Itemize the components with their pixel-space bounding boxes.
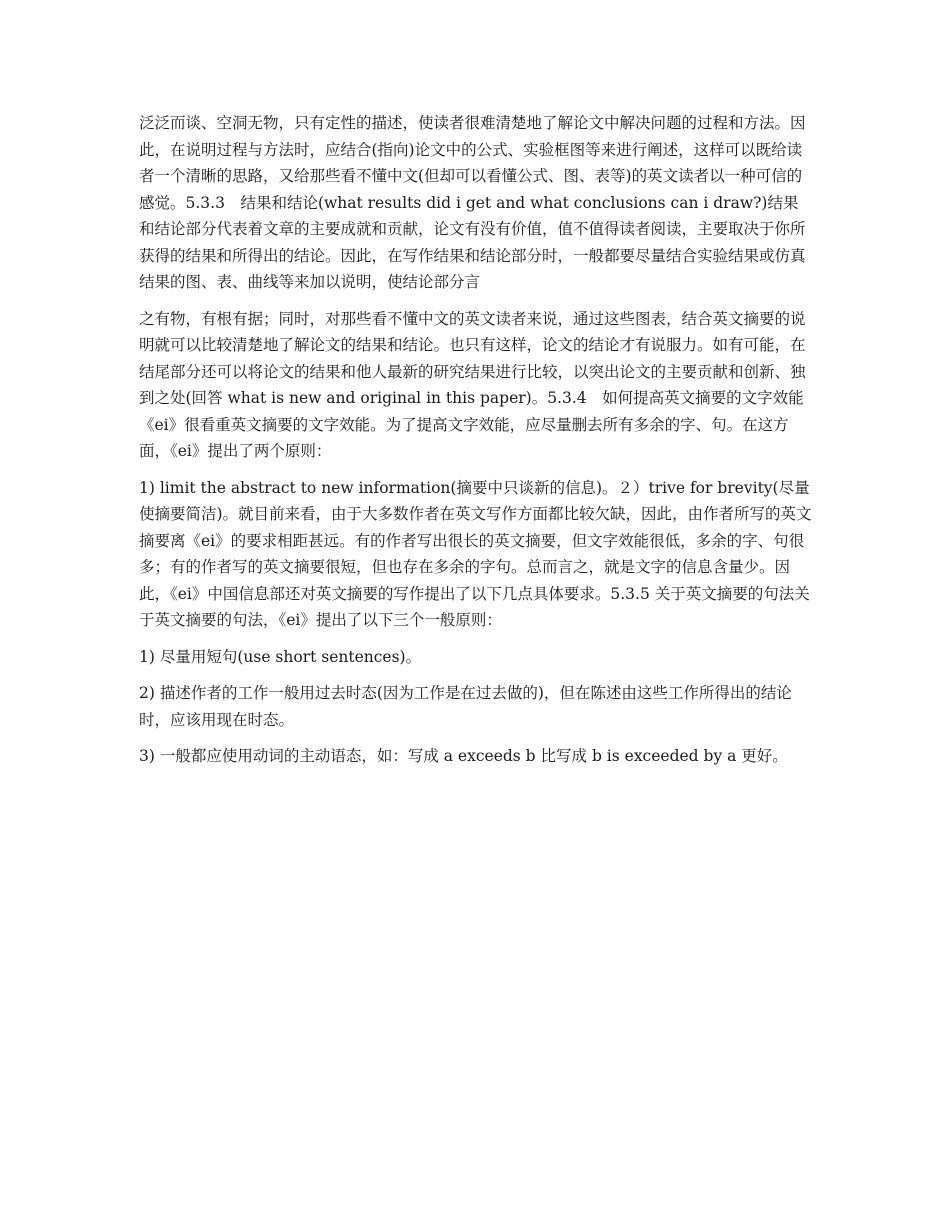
paragraph-methods-results: 泛泛而谈、空洞无物，只有定性的描述，使读者很难清楚地了解论文中解决问题的过程和方法。因此，在说明过程与方法时，应结合(指向)论文中的公式、实验框图等来进行阐述，这样可以既给读者一个清晰的思路，又给那些看不懂中文(但却可以看懂公式、图、表等)的英文读者以一种可信的感觉。5.3.3 结果和结论(what results did i get and what conclusions can i draw?)结果和结论部分代表着文章的主要成就和贡献，论文有没有价值，值不值得读者阅读，主要取决于你所获得的结果和所得出的结论。因此，在写作结果和结论部分时，一般都要尽量结合实验结果或仿真结果的图、表、曲线等来加以说明，使结论部分言 bbox=[139, 114, 806, 291]
paragraph-results-efficiency: 之有物，有根有据；同时，对那些看不懂中文的英文读者来说，通过这些图表，结合英文摘要的说明就可以比较清楚地了解论文的结果和结论。也只有这样，论文的结论才有说服力。如有可能，在结尾部分还可以将论文的结果和他人最新的研究结果进行比较，以突出论文的主要贡献和创新、独到之处(回答 what is new and original in this paper)。5.3.4 如何提高英文摘要的文字效能《ei》很看重英文摘要的文字效能。为了提高文字效能，应尽量删去所有多余的字、句。在这方面，《ei》提出了两个原则： bbox=[139, 309, 806, 460]
paragraph-rule-1: 1) 尽量用短句(use short sentences)。 bbox=[139, 647, 422, 666]
paragraph-rule-2: 2) 描述作者的工作一般用过去时态(因为工作是在过去做的)，但在陈述由这些工作所得出的结论时，应该用现在时态。 bbox=[139, 684, 792, 729]
paragraph-rule-3: 3) 一般都应使用动词的主动语态，如：写成 a exceeds b 比写成 b is exceeded by a 更好。 bbox=[139, 747, 788, 765]
document-body bbox=[139, 110, 813, 780]
paragraph-principles-syntax: 1) limit the abstract to new information(摘要中只谈新的信息)。２）trive for brevity(尽量使摘要简洁)。就目前来看，由于大多数作者在英文写作方面都比较欠缺，因此，由作者所写的英文摘要离《ei》的要求相距甚远。有的作者写出很长的英文摘要，但文字效能很低，多余的字、句很多；有的作者写的英文摘要很短，但也存在多余的字句。总而言之，就是文字的信息含量少。因此，《ei》中国信息部还对英文摘要的写作提出了以下几点具体要求。5.3.5 关于英文摘要的句法关于英文摘要的句法，《ei》提出了以下三个一般原则： bbox=[139, 478, 812, 629]
